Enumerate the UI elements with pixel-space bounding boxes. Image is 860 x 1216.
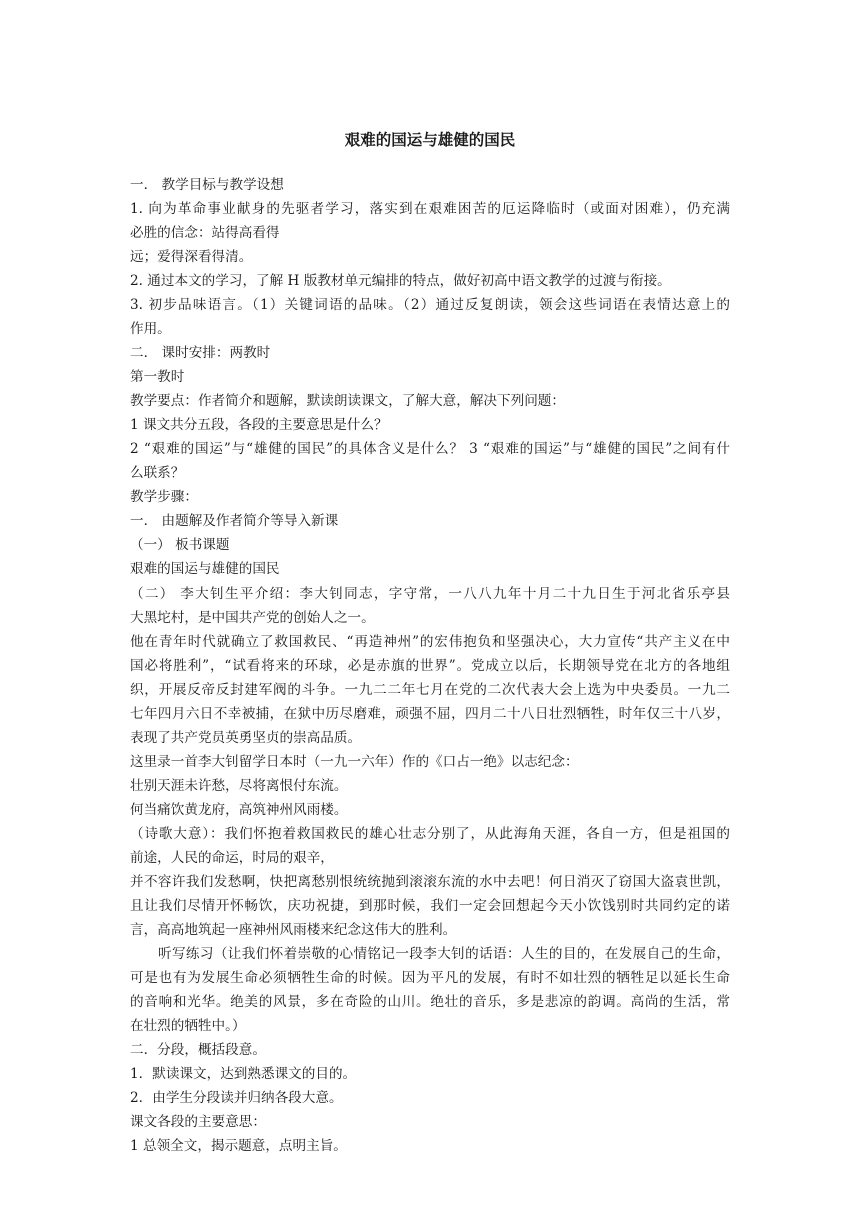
text-line: 2 “艰难的国运”与“雄健的国民”的具体含义是什么？ 3 “艰难的国运”与“雄健的国民”之间有什 [130,441,730,458]
text-line: 1 课文共分五段，各段的主要意思是什么？ [130,417,388,434]
text-line: 作用。 [130,321,171,338]
text-line: 可是也有为发展生命必须牺牲生命的时候。因为平凡的发展，有时不如壮烈的牺牲足以延长生命 [130,969,730,986]
text-line: 二．分段，概括段意。 [130,1042,266,1059]
text-line: 课文各段的主要意思： [130,1114,266,1131]
text-line: 教学要点：作者简介和题解，默读朗读课文，了解大意，解决下列问题： [130,393,565,410]
text-line: 远；爱得深看得清。 [130,249,253,266]
text-line: 的音响和光华。绝美的风景，多在奇险的山川。绝壮的音乐，多是悲凉的韵调。高尚的生活，常 [130,994,730,1011]
text-line: 2．由学生分段读并归纳各段大意。 [130,1090,343,1107]
text-line: （二） 李大钊生平介绍：李大钊同志，字守常，一八八九年十月二十九日生于河北省乐亭县 [130,585,730,602]
text-line: 教学步骤： [130,489,198,506]
text-line: 听写练习（让我们怀着崇敬的心情铭记一段李大钊的话语：人生的目的，在发展自己的生命， [158,945,730,962]
text-line: 第一教时 [130,369,185,386]
text-line: 2. 通过本文的学习，了解 H 版教材单元编排的特点，做好初高中语文教学的过渡与衔接。 [130,273,671,290]
text-line: （一） 板书课题 [130,537,230,554]
text-line: 他在青年时代就确立了救国救民、“再造神州”的宏伟抱负和坚强决心，大力宣传“共产主义在中 [130,633,730,650]
text-line: 1. 向为革命事业献身的先驱者学习，落实到在艰难困苦的厄运降临时（或面对困难），仍充满 [130,201,730,218]
text-line: 一． 由题解及作者简介等导入新课 [130,513,339,530]
document-title: 艰难的国运与雄健的国民 [344,131,516,149]
text-line: 并不容许我们发愁啊，快把离愁别恨统统抛到滚滚东流的水中去吧！何日消灭了窃国大盗袁世凯， [130,873,730,890]
text-line: 必胜的信念：站得高看得 [130,225,280,242]
text-line: 国必将胜利”，“试看将来的环球，必是赤旗的世界”。党成立以后，长期领导党在北方的各地组 [130,657,730,674]
text-line: 这里录一首李大钊留学日本时（一九一六年）作的《口占一绝》以志纪念： [130,753,579,770]
text-line: 1．默读课文，达到熟悉课文的目的。 [130,1066,357,1083]
text-line: 且让我们尽情开怀畅饮，庆功祝捷，到那时候，我们一定会回想起今天小饮饯别时共同约定的诺 [130,897,730,914]
text-line: 大黑坨村，是中国共产党的创始人之一。 [130,609,375,626]
text-line: 织，开展反帝反封建军阀的斗争。一九二二年七月在党的二次代表大会上选为中央委员。一九二 [130,681,730,698]
text-line: 二． 课时安排：两教时 [130,345,271,362]
text-line: 壮别天涯未许愁，尽将离恨付东流。 [130,777,348,794]
text-line: 言，高高地筑起一座神州风雨楼来纪念这伟大的胜利。 [130,921,457,938]
text-line: 在壮烈的牺牲中。） [130,1018,246,1035]
text-line: 1 总领全文，揭示题意，点明主旨。 [130,1138,347,1155]
text-line: 3. 初步品味语言。（1）关键词语的品味。（2）通过反复朗读，领会这些词语在表情达意上的 [130,297,730,314]
text-line: 么联系？ [130,465,185,482]
text-line: 前途，人民的命运，时局的艰辛， [130,849,334,866]
text-line: 何当痛饮黄龙府，高筑神州风雨楼。 [130,801,348,818]
text-line: 一． 教学目标与教学设想 [130,177,284,193]
text-line: （诗歌大意）：我们怀抱着救国救民的雄心壮志分别了，从此海角天涯，各自一方，但是祖国的 [130,825,730,842]
text-line: 表现了共产党员英勇坚贞的崇高品质。 [130,729,362,746]
text-line: 艰难的国运与雄健的国民 [130,561,280,578]
text-line: 七年四月六日不幸被捕，在狱中历尽磨难，顽强不屈，四月二十八日壮烈牺牲，时年仅三十八岁， [130,705,730,722]
